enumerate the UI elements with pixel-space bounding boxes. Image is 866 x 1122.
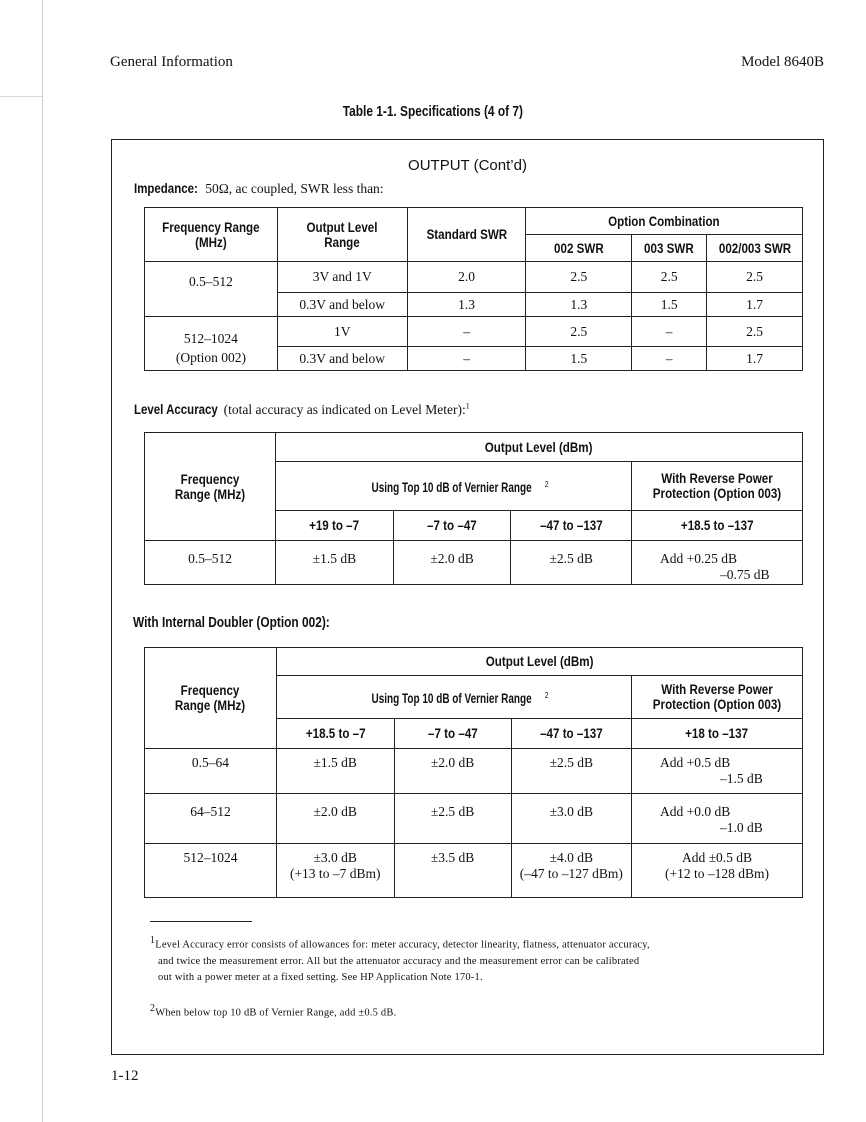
acc-add-cell — [631, 541, 802, 585]
swr-002-cell: 1.5 — [526, 347, 632, 371]
footnote-1 — [150, 933, 800, 986]
acc-freq-header: Frequency Range (MHz) — [145, 433, 276, 541]
swr-std-header: Standard SWR — [407, 208, 526, 262]
footnote-2-mark: 2 — [150, 1003, 156, 1014]
dbl-freq-cell: 0.5–64 — [145, 749, 277, 794]
footnote-1-line1: Level Accuracy error consists of allowances for: meter accuracy, detector linearity, flatness, attenuator accuracy, — [155, 939, 650, 951]
dbl-value-line1: ±3.0 dB — [313, 850, 357, 865]
dbl-value-cell: ±2.5 dB — [394, 794, 511, 844]
impedance-line — [134, 180, 384, 197]
table-title-wrap — [0, 103, 866, 121]
swr-freq-cell: (Option 002) — [145, 347, 278, 371]
acc-range-2: –7 to –47 — [393, 511, 511, 541]
swr-002-cell: 2.5 — [526, 262, 632, 293]
footnote-2-text: When below top 10 dB of Vernier Range, add ±0.5 dB. — [155, 1007, 397, 1019]
page-number: 1-12 — [111, 1068, 139, 1084]
doubler-title: With Internal Doubler (Option 002): — [133, 615, 330, 631]
dbl-value-cell: ±2.5 dB — [511, 749, 631, 794]
swr-003-cell: – — [632, 317, 707, 347]
swr-level-cell: 0.3V and below — [277, 293, 407, 317]
dbl-value-cell: ±2.0 dB — [394, 749, 511, 794]
dbl-add-cell — [631, 844, 802, 898]
dbl-add-line1: Add +0.0 dB — [659, 804, 731, 819]
swr-003-cell: 2.5 — [632, 262, 707, 293]
acc-freq-cell: 0.5–512 — [145, 541, 276, 585]
running-header-left: General Information — [110, 54, 233, 70]
swr-level-cell: 0.3V and below — [277, 347, 407, 371]
swr-002-cell: 2.5 — [526, 317, 632, 347]
swr-002003-cell: 2.5 — [707, 317, 803, 347]
dbl-freq-cell: 64–512 — [145, 794, 277, 844]
acc-value-cell: ±1.5 dB — [276, 541, 394, 585]
swr-002-header: 002 SWR — [526, 235, 632, 262]
dbl-value-cell — [511, 844, 631, 898]
swr-003-cell: – — [632, 347, 707, 371]
acc-add-line2: –0.75 dB — [719, 567, 770, 582]
level-accuracy-label: Level Accuracy — [134, 401, 218, 417]
dbl-value-cell: ±2.0 dB — [276, 794, 394, 844]
running-header-right: Model 8640B — [741, 54, 824, 70]
dbl-add-line2: (+12 to –128 dBm) — [664, 866, 769, 881]
doubler-table — [144, 647, 803, 898]
dbl-reverse-header: With Reverse Power Protection (Option 003) — [631, 676, 802, 719]
swr-002003-cell: 1.7 — [707, 293, 803, 317]
dbl-value-line1: ±4.0 dB — [549, 850, 594, 865]
acc-range-1: +19 to –7 — [276, 511, 394, 541]
acc-add-line1: Add +0.25 dB — [659, 551, 737, 566]
dbl-freq-header: Frequency Range (MHz) — [145, 648, 277, 749]
dbl-add-cell — [631, 794, 802, 844]
accuracy-table — [144, 432, 803, 585]
dbl-range-3: –47 to –137 — [511, 719, 631, 749]
acc-reverse-header: With Reverse Power Protection (Option 003) — [631, 462, 802, 511]
binder-line — [42, 0, 43, 1122]
dbl-add-line1: Add ±0.5 dB — [681, 850, 753, 865]
dbl-value-cell — [276, 844, 394, 898]
doubler-title-wrap — [133, 614, 373, 632]
dbl-range-1: +18.5 to –7 — [276, 719, 394, 749]
swr-freq-header: Frequency Range (MHz) — [145, 208, 278, 262]
footnote-1-mark: 1 — [150, 935, 156, 946]
footnote-mark: 1 — [465, 401, 470, 411]
swr-std-cell: – — [407, 347, 526, 371]
swr-table — [144, 207, 803, 371]
level-accuracy-line — [134, 401, 470, 418]
dbl-add-cell — [631, 749, 802, 794]
swr-level-cell: 1V — [277, 317, 407, 347]
dbl-output-level-header: Output Level (dBm) — [276, 648, 802, 676]
impedance-label: Impedance: — [134, 180, 198, 196]
level-accuracy-text: (total accuracy as indicated on Level Meter): — [223, 402, 466, 417]
swr-002003-cell: 2.5 — [707, 262, 803, 293]
dbl-value-line2: (–47 to –127 dBm) — [519, 866, 623, 881]
swr-freq-cell: 0.5–512 — [145, 262, 278, 317]
dbl-add-line2: –1.0 dB — [719, 820, 763, 835]
table-title: Table 1-1. Specifications (4 of 7) — [342, 104, 524, 120]
swr-std-cell: – — [407, 317, 526, 347]
dbl-range-2: –7 to –47 — [394, 719, 511, 749]
acc-range-4: +18.5 to –137 — [631, 511, 802, 541]
footnote-2 — [150, 1001, 800, 1022]
footnote-1-line3: out with a power meter at a fixed setting. See HP Application Note 170-1. — [158, 971, 483, 983]
acc-value-cell: ±2.5 dB — [511, 541, 632, 585]
swr-freq-cell: 512–1024 — [145, 317, 278, 347]
dbl-vernier-header: Using Top 10 dB of Vernier Range $^2$ — [276, 676, 631, 719]
dbl-value-cell: ±1.5 dB — [276, 749, 394, 794]
impedance-text: 50Ω, ac coupled, SWR less than: — [205, 181, 384, 196]
swr-002-cell: 1.3 — [526, 293, 632, 317]
dbl-value-line2: (+13 to –7 dBm) — [289, 866, 381, 881]
swr-003-cell: 1.5 — [632, 293, 707, 317]
footnote-1-line2: and twice the measurement error. All but the attenuator accuracy and the measurement error can be calibrated — [158, 955, 640, 967]
section-title: OUTPUT (Cont’d) — [408, 157, 527, 174]
swr-std-cell: 2.0 — [407, 262, 526, 293]
dbl-range-4: +18 to –137 — [631, 719, 802, 749]
dbl-value-cell: ±3.0 dB — [511, 794, 631, 844]
swr-003-header: 003 SWR — [632, 235, 707, 262]
dbl-add-line2: –1.5 dB — [719, 771, 763, 786]
swr-std-cell: 1.3 — [407, 293, 526, 317]
dbl-add-line1: Add +0.5 dB — [659, 755, 731, 770]
swr-002003-header: 002/003 SWR — [707, 235, 803, 262]
dbl-value-cell: ±3.5 dB — [394, 844, 511, 898]
acc-value-cell: ±2.0 dB — [393, 541, 511, 585]
swr-level-cell: 3V and 1V — [277, 262, 407, 293]
dbl-freq-cell: 512–1024 — [145, 844, 277, 898]
binder-tick — [0, 96, 42, 97]
swr-option-header: Option Combination — [526, 208, 803, 235]
acc-range-3: –47 to –137 — [511, 511, 632, 541]
swr-level-header: Output Level Range — [277, 208, 407, 262]
footnote-rule — [150, 921, 252, 922]
swr-002003-cell: 1.7 — [707, 347, 803, 371]
acc-vernier-header: Using Top 10 dB of Vernier Range $^2$ — [276, 462, 632, 511]
acc-output-level-header: Output Level (dBm) — [276, 433, 803, 462]
